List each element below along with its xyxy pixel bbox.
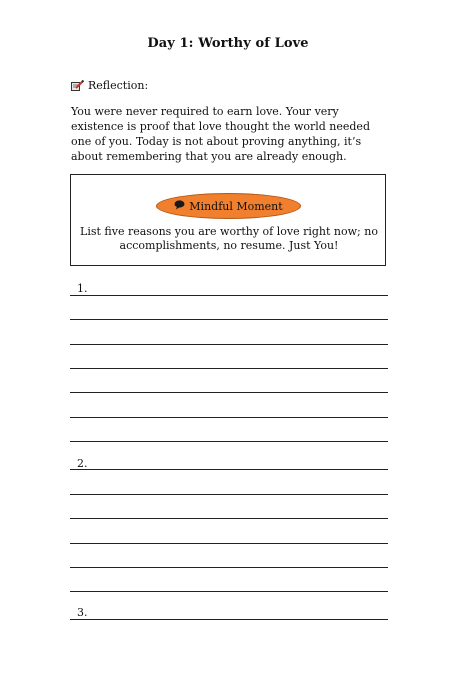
reflection-label: Reflection: bbox=[88, 79, 149, 92]
answer-line[interactable] bbox=[70, 295, 388, 296]
mindful-moment-label: Mindful Moment bbox=[189, 199, 283, 213]
reflection-heading bbox=[71, 79, 148, 92]
speech-bubble-icon bbox=[174, 200, 185, 213]
answer-number-2: 2. bbox=[77, 457, 88, 470]
answer-line[interactable] bbox=[70, 619, 388, 620]
answer-line[interactable] bbox=[70, 469, 388, 470]
answer-line[interactable] bbox=[70, 417, 388, 418]
answer-line[interactable] bbox=[70, 344, 388, 345]
answer-line[interactable] bbox=[70, 518, 388, 519]
answer-line[interactable] bbox=[70, 441, 388, 442]
reflection-text: You were never required to earn love. Your very existence is proof that love thought the world needed one of you. Today is not about proving anything, it’s about remembering that you are already enough. bbox=[71, 105, 370, 163]
mindful-moment-box bbox=[70, 174, 386, 266]
mindful-moment-prompt: List five reasons you are worthy of love right now; no accomplishments, no resume. Just You! bbox=[80, 225, 378, 252]
answer-number-3: 3. bbox=[77, 606, 88, 619]
mindful-moment-badge bbox=[156, 193, 301, 219]
answer-line[interactable] bbox=[70, 392, 388, 393]
answer-line[interactable] bbox=[70, 567, 388, 568]
answer-number-1: 1. bbox=[77, 282, 88, 295]
answer-line[interactable] bbox=[70, 494, 388, 495]
answer-line[interactable] bbox=[70, 368, 388, 369]
answer-line[interactable] bbox=[70, 543, 388, 544]
answer-line[interactable] bbox=[70, 319, 388, 320]
answer-line[interactable] bbox=[70, 591, 388, 592]
page-title: Day 1: Worthy of Love bbox=[147, 36, 309, 51]
notepad-pencil-icon bbox=[71, 80, 84, 91]
